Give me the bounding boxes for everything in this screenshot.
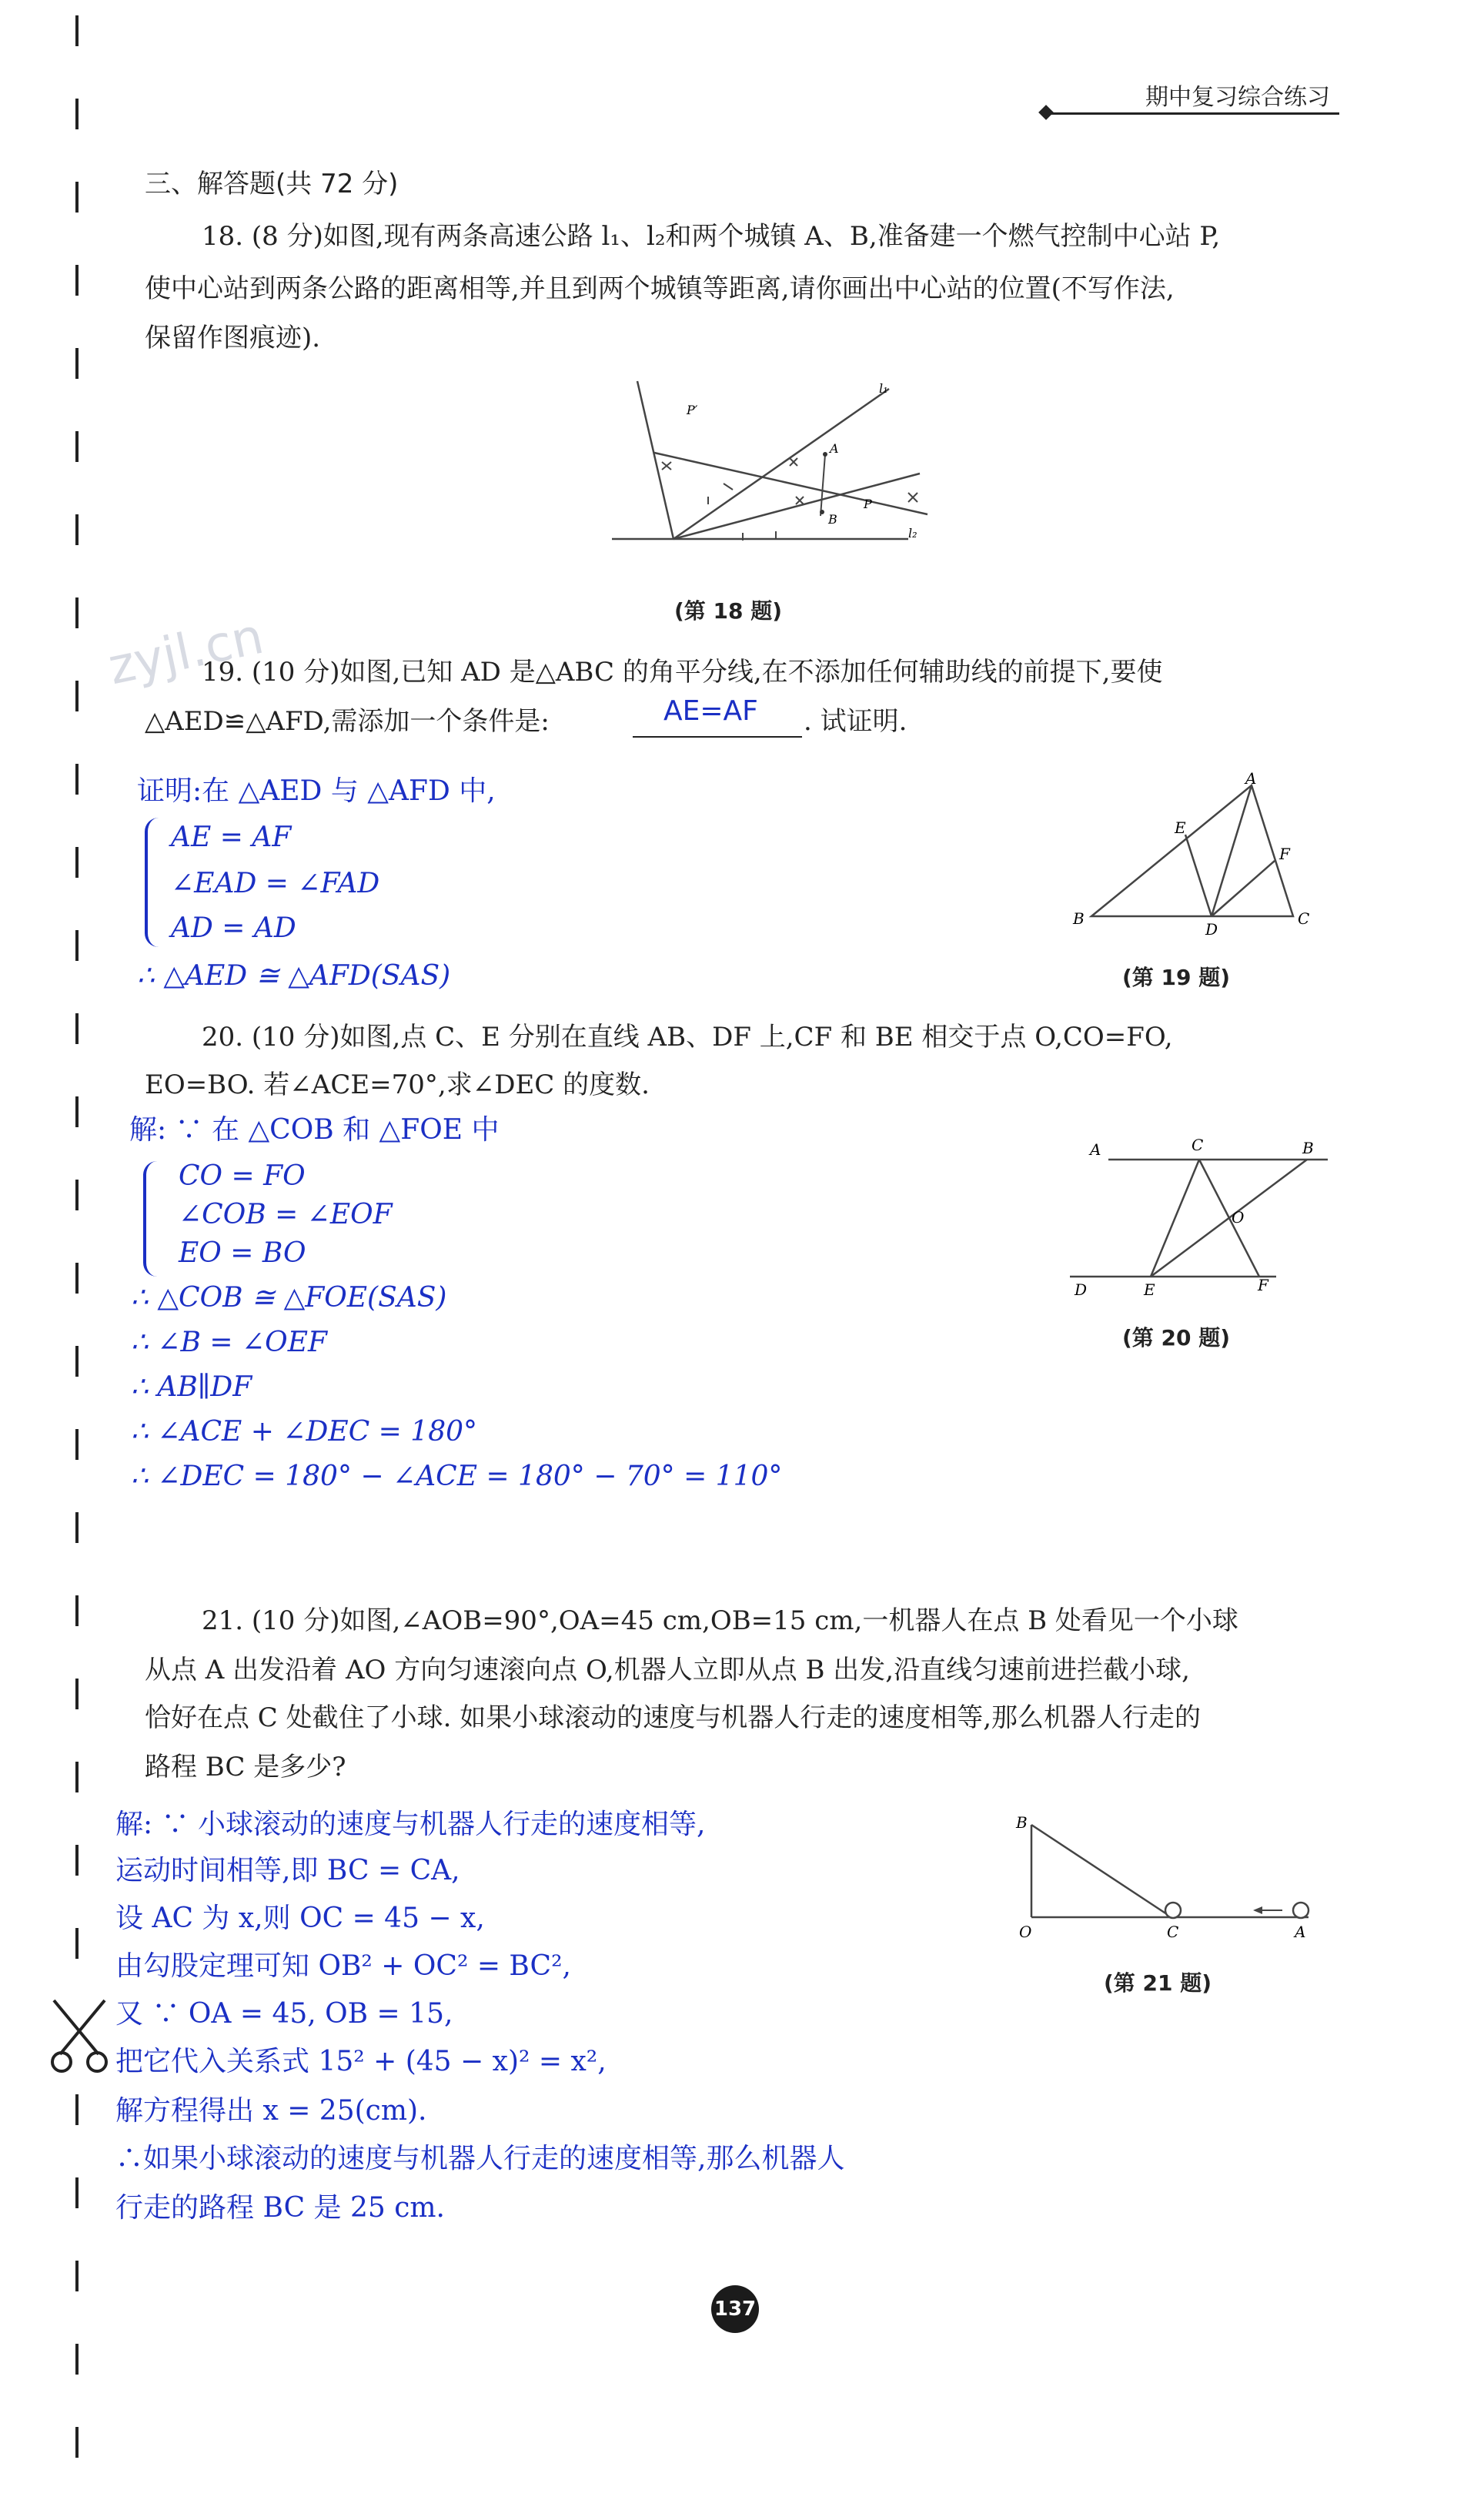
q21-label-b: B [1016, 1813, 1028, 1832]
q21-sol-0: 解: ∵ 小球滚动的速度与机器人行走的速度相等, [115, 1809, 706, 1840]
q18-figure [600, 370, 939, 554]
q19-answer-blank [633, 736, 802, 738]
q19-label-f: F [1279, 845, 1290, 863]
q19-line2-pre: △AED≌△AFD,需添加一个条件是: [145, 706, 550, 737]
q18-line2: 使中心站到两条公路的距离相等,并且到两个城镇等距离,请你画出中心站的位置(不写作法, [145, 273, 1175, 304]
header-diamond-icon [1038, 105, 1054, 120]
q21-line4: 路程 BC 是多少? [145, 1752, 346, 1782]
cut-line [75, 1762, 79, 1792]
q19-label-e: E [1175, 818, 1186, 837]
q20-label-a: A [1090, 1140, 1101, 1159]
q18-label-l2: l₂ [908, 526, 917, 541]
cut-line [75, 597, 79, 628]
cut-line [75, 1845, 79, 1876]
header-section-title: 期中复习综合练习 [1145, 84, 1330, 111]
cut-line [75, 1263, 79, 1294]
q20-label-e: E [1144, 1280, 1155, 1299]
q21-figure [1008, 1802, 1332, 1956]
q20-brace [143, 1161, 159, 1277]
q21-label-a: A [1295, 1923, 1306, 1941]
page-number: 137 [714, 2298, 757, 2321]
cut-line [75, 15, 79, 46]
q21-sol-1: 运动时间相等,即 BC = CA, [115, 1855, 460, 1886]
watermark: zyjl.cn [103, 608, 269, 697]
q21-sol-6: 解方程得出 x = 25(cm). [115, 2095, 427, 2127]
q21-line2: 从点 A 出发沿着 AO 方向匀速滚向点 O,机器人立即从点 B 出发,沿直线匀速前进拦截小球, [145, 1655, 1190, 1685]
q19-line1: 19. (10 分)如图,已知 AD 是△ABC 的角平分线,在不添加任何辅助线的前提下,要使 [202, 657, 1163, 688]
q19-figure [1062, 770, 1324, 939]
cut-line [75, 1346, 79, 1377]
cut-line [75, 2261, 79, 2291]
q18-line3: 保留作图痕迹). [145, 323, 321, 353]
q20-label-o: O [1232, 1208, 1245, 1227]
cut-line [75, 2427, 79, 2458]
q19-label-b: B [1073, 909, 1085, 928]
cut-line [75, 681, 79, 711]
cut-line [75, 99, 79, 129]
q20-caption: (第 20 题) [1122, 1325, 1231, 1351]
q21-line3: 恰好在点 C 处截住了小球. 如果小球滚动的速度与机器人行走的速度相等,那么机器人行走的 [145, 1702, 1202, 1733]
q20-label-c: C [1192, 1136, 1204, 1154]
q19-proof-3: AD = AD [171, 912, 296, 944]
q21-sol-4: 又 ∵ OA = 45, OB = 15, [115, 1998, 453, 2030]
q21-sol-7: ∴如果小球滚动的速度与机器人行走的速度相等,那么机器人 [115, 2143, 845, 2174]
q19-label-a: A [1245, 770, 1257, 788]
q21-caption: (第 21 题) [1104, 1970, 1212, 1996]
cut-line [75, 182, 79, 213]
q20-line2: EO=BO. 若∠ACE=70°,求∠DEC 的度数. [145, 1069, 650, 1100]
q20-line1: 20. (10 分)如图,点 C、E 分别在直线 AB、DF 上,CF 和 BE 相交于点 O,CO=FO, [202, 1022, 1173, 1053]
q20-label-d: D [1075, 1280, 1088, 1299]
cut-line [75, 1595, 79, 1626]
cut-line [75, 431, 79, 462]
q20-sol-4: ∴ △COB ≅ △FOE(SAS) [131, 1282, 447, 1314]
scissors-icon [45, 1993, 114, 2077]
q18-caption: (第 18 题) [674, 598, 783, 624]
cut-line [75, 1096, 79, 1127]
cut-line [75, 847, 79, 878]
q18-label-p: P [864, 497, 872, 511]
q18-label-a: A [830, 441, 839, 456]
q18-label-b: B [828, 512, 837, 527]
cut-line [75, 930, 79, 961]
q21-sol-5: 把它代入关系式 15² + (45 − x)² = x², [115, 2046, 607, 2077]
page-number-badge [711, 2285, 759, 2333]
q20-label-b: B [1302, 1139, 1314, 1157]
header-rule [1047, 112, 1339, 115]
q20-sol-7: ∴ ∠ACE + ∠DEC = 180° [131, 1416, 477, 1448]
q21-sol-2: 设 AC 为 x,则 OC = 45 − x, [115, 1903, 485, 1934]
q21-label-c: C [1167, 1923, 1179, 1941]
q21-sol-8: 行走的路程 BC 是 25 cm. [115, 2192, 445, 2224]
cut-line [75, 1180, 79, 1210]
cut-line [75, 2177, 79, 2208]
cut-line [75, 1429, 79, 1460]
section-heading: 三、解答题(共 72 分) [145, 169, 399, 199]
q21-line1: 21. (10 分)如图,∠AOB=90°,OA=45 cm,OB=15 cm,一机器人在点 B 处看见一个小球 [202, 1605, 1238, 1636]
q20-sol-1: CO = FO [179, 1160, 306, 1192]
q20-sol-5: ∴ ∠B = ∠OEF [131, 1327, 327, 1358]
q19-proof-4: ∴ △AED ≅ △AFD(SAS) [137, 960, 451, 992]
q19-proof-0: 证明:在 △AED 与 △AFD 中, [137, 775, 496, 807]
cut-line [75, 2344, 79, 2375]
q19-brace [145, 818, 160, 947]
q20-figure [1062, 1132, 1339, 1317]
cut-line [75, 1013, 79, 1044]
cut-line [75, 265, 79, 296]
cut-line [75, 348, 79, 379]
q19-proof-1: AE = AF [171, 822, 292, 853]
q19-caption: (第 19 题) [1122, 965, 1231, 990]
cut-line [75, 1928, 79, 1959]
q20-sol-3: EO = BO [179, 1237, 306, 1269]
q20-sol-8: ∴ ∠DEC = 180° − ∠ACE = 180° − 70° = 110° [131, 1461, 783, 1492]
q20-sol-6: ∴ AB∥DF [131, 1371, 252, 1403]
q18-label-l1: l₁ [879, 381, 888, 396]
q19-proof-2: ∠EAD = ∠FAD [171, 868, 380, 899]
cut-line [75, 764, 79, 795]
q20-sol-2: ∠COB = ∠EOF [179, 1199, 393, 1230]
q20-sol-0: 解: ∵ 在 △COB 和 △FOE 中 [129, 1114, 500, 1146]
cut-line [75, 1512, 79, 1543]
cut-line [75, 2094, 79, 2125]
q21-sol-3: 由勾股定理可知 OB² + OC² = BC², [115, 1950, 571, 1982]
q19-line2-post: . 试证明. [804, 706, 907, 737]
q20-label-f: F [1258, 1276, 1268, 1294]
cut-line [75, 514, 79, 545]
q21-label-o: O [1019, 1923, 1032, 1941]
q19-label-d: D [1205, 920, 1218, 939]
cut-line [75, 1679, 79, 1709]
q19-answer: AE=AF [663, 695, 758, 727]
q18-label-p2: P′ [687, 403, 698, 417]
q18-line1: 18. (8 分)如图,现有两条高速公路 l₁、l₂和两个城镇 A、B,准备建一个燃气控制中心站 P, [202, 221, 1221, 252]
q19-label-c: C [1298, 909, 1310, 928]
